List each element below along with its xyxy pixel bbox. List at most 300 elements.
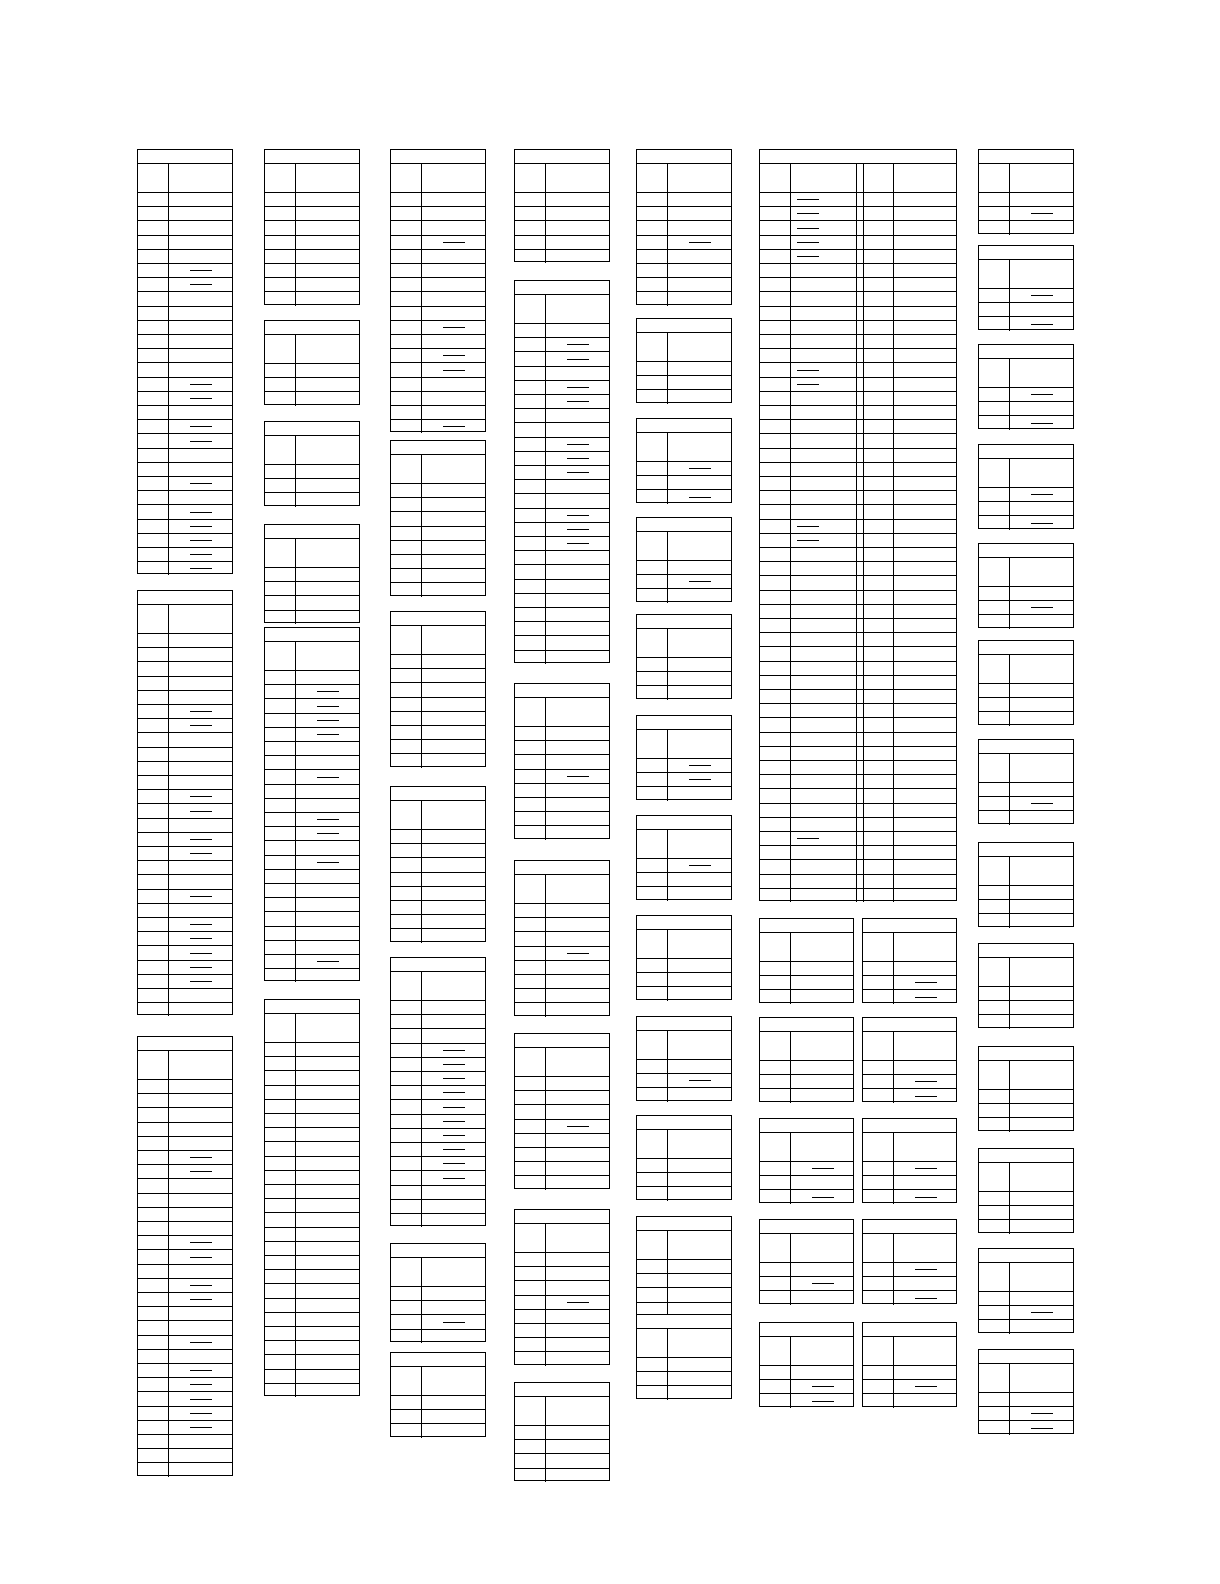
- table-row: [265, 1156, 359, 1157]
- table-row: [138, 433, 232, 434]
- filled-entry-mark: [689, 242, 711, 243]
- table-row: [637, 574, 731, 575]
- table-row: [138, 561, 232, 562]
- form-header: [863, 1018, 956, 1032]
- table-row: [138, 747, 232, 748]
- table-row: [391, 1043, 485, 1044]
- table-row: [760, 1189, 853, 1190]
- table-row: [391, 1395, 485, 1396]
- table-row: [515, 1002, 609, 1003]
- table-row: [391, 682, 485, 683]
- filled-entry-mark: [317, 720, 339, 721]
- table-row: [979, 316, 1073, 317]
- table-row: [391, 263, 485, 264]
- ledger-form: [264, 320, 360, 405]
- ledger-form: [514, 280, 610, 663]
- filled-entry-mark: [443, 355, 465, 356]
- filled-entry-mark: [190, 725, 212, 726]
- table-row: [265, 1056, 359, 1057]
- form-header: [637, 1116, 731, 1130]
- table-row: [760, 1074, 853, 1075]
- filled-entry-mark: [567, 472, 589, 473]
- ledger-form: [636, 815, 732, 900]
- ledger-form: [862, 1322, 957, 1407]
- table-row: [265, 713, 359, 714]
- table-row: [637, 489, 731, 490]
- table-row: [138, 476, 232, 477]
- table-row: [265, 377, 359, 378]
- table-row: [265, 220, 359, 221]
- table-row: [391, 220, 485, 221]
- column-divider: [790, 933, 791, 1004]
- form-header: [637, 419, 731, 433]
- table-row: [637, 277, 731, 278]
- table-row: [760, 490, 956, 491]
- table-row: [138, 960, 232, 961]
- form-header: [863, 1323, 956, 1337]
- column-divider: [1009, 1263, 1010, 1334]
- table-row: [637, 972, 731, 973]
- table-row: [265, 206, 359, 207]
- table-row: [637, 986, 731, 987]
- column-divider: [1009, 857, 1010, 928]
- table-row: [515, 931, 609, 932]
- table-row: [515, 1161, 609, 1162]
- table-row: [760, 1290, 853, 1291]
- filled-entry-mark: [317, 691, 339, 692]
- filled-entry-mark: [443, 370, 465, 371]
- table-row: [760, 874, 956, 875]
- column-divider: [893, 1234, 894, 1305]
- table-row: [979, 1219, 1073, 1220]
- filled-entry-mark: [797, 526, 819, 527]
- table-row: [515, 1425, 609, 1426]
- table-row: [515, 1309, 609, 1310]
- filled-entry-mark: [812, 1283, 834, 1284]
- table-row: [265, 1113, 359, 1114]
- table-row: [391, 1142, 485, 1143]
- ledger-form: [978, 943, 1074, 1028]
- table-row: [863, 1189, 956, 1190]
- table-row: [760, 575, 956, 576]
- form-header: [979, 944, 1073, 958]
- table-row: [515, 1295, 609, 1296]
- table-row: [637, 220, 731, 221]
- table-row: [979, 220, 1073, 221]
- table-row: [760, 220, 956, 221]
- filled-entry-mark: [689, 779, 711, 780]
- table-row: [391, 1156, 485, 1157]
- table-row: [265, 1184, 359, 1185]
- table-row: [979, 1392, 1073, 1393]
- table-row: [515, 1453, 609, 1454]
- table-row: [265, 897, 359, 898]
- table-row: [138, 291, 232, 292]
- table-row: [265, 1241, 359, 1242]
- table-row: [863, 1290, 956, 1291]
- filled-entry-mark: [190, 1384, 212, 1385]
- table-row: [760, 1060, 853, 1061]
- column-divider: [1009, 754, 1010, 825]
- table-row: [979, 302, 1073, 303]
- table-row: [515, 220, 609, 221]
- table-row: [391, 886, 485, 887]
- ledger-form: [514, 149, 610, 262]
- table-row: [391, 1300, 485, 1301]
- table-row: [391, 1314, 485, 1315]
- table-row: [637, 1302, 731, 1303]
- table-row: [515, 903, 609, 904]
- table-row: [265, 1354, 359, 1355]
- ledger-form: [390, 786, 486, 942]
- table-row: [265, 1326, 359, 1327]
- table-row: [979, 1205, 1073, 1206]
- ledger-form: [862, 918, 957, 1003]
- table-row: [138, 647, 232, 648]
- ledger-form: [636, 1115, 732, 1200]
- table-row: [760, 192, 956, 193]
- table-row: [138, 220, 232, 221]
- column-divider: [893, 1337, 894, 1408]
- table-row: [265, 595, 359, 596]
- table-row: [760, 604, 956, 605]
- column-divider: [1009, 958, 1010, 1029]
- table-row: [760, 1365, 853, 1366]
- ledger-form: [759, 1118, 854, 1203]
- column-divider: [295, 436, 296, 507]
- table-row: [391, 1213, 485, 1214]
- table-row: [637, 389, 731, 390]
- table-row: [265, 1198, 359, 1199]
- table-row: [760, 320, 956, 321]
- column-divider: [1009, 558, 1010, 629]
- filled-entry-mark: [915, 1168, 937, 1169]
- ledger-form: [978, 149, 1074, 234]
- form-header: [637, 1017, 731, 1031]
- filled-entry-mark: [1031, 295, 1053, 296]
- table-row: [265, 812, 359, 813]
- table-row: [391, 900, 485, 901]
- table-row: [138, 1406, 232, 1407]
- filled-entry-mark: [443, 1107, 465, 1108]
- filled-entry-mark: [190, 554, 212, 555]
- table-row: [265, 755, 359, 756]
- table-row: [979, 913, 1073, 914]
- filled-entry-mark: [443, 242, 465, 243]
- filled-entry-mark: [1031, 607, 1053, 608]
- table-row: [138, 1002, 232, 1003]
- table-row: [138, 1122, 232, 1123]
- table-row: [138, 690, 232, 691]
- table-row: [637, 560, 731, 561]
- filled-entry-mark: [689, 468, 711, 469]
- table-row: [138, 945, 232, 946]
- table-row: [760, 547, 956, 548]
- table-row: [265, 741, 359, 742]
- table-row: [760, 334, 956, 335]
- table-row: [391, 1185, 485, 1186]
- form-header: [515, 861, 609, 875]
- table-row: [265, 1283, 359, 1284]
- table-row: [515, 437, 609, 438]
- table-row: [979, 206, 1073, 207]
- filled-entry-mark: [190, 1157, 212, 1158]
- table-row: [515, 1280, 609, 1281]
- table-row: [265, 769, 359, 770]
- column-divider: [168, 164, 169, 575]
- table-row: [515, 726, 609, 727]
- table-row: [391, 753, 485, 754]
- filled-entry-mark: [190, 526, 212, 527]
- filled-entry-mark: [1031, 1428, 1053, 1429]
- ledger-form: [636, 915, 732, 1000]
- table-row: [265, 567, 359, 568]
- table-row: [391, 1000, 485, 1001]
- table-row: [760, 831, 956, 832]
- table-row: [391, 1028, 485, 1029]
- filled-entry-mark: [567, 359, 589, 360]
- table-row: [979, 986, 1073, 987]
- form-header: [979, 1149, 1073, 1163]
- table-row: [138, 988, 232, 989]
- filled-entry-mark: [567, 387, 589, 388]
- table-row: [515, 465, 609, 466]
- table-row: [265, 954, 359, 955]
- table-row: [515, 408, 609, 409]
- filled-entry-mark: [190, 540, 212, 541]
- table-row: [760, 377, 956, 378]
- table-row: [760, 1088, 853, 1089]
- table-row: [391, 235, 485, 236]
- table-row: [391, 725, 485, 726]
- filled-entry-mark: [317, 819, 339, 820]
- table-row: [138, 504, 232, 505]
- ledger-form: [264, 421, 360, 506]
- table-row: [265, 911, 359, 912]
- ledger-form: [514, 683, 610, 839]
- table-row: [637, 206, 731, 207]
- form-header: [979, 641, 1073, 655]
- filled-entry-mark: [915, 982, 937, 983]
- table-row: [391, 1409, 485, 1410]
- column-divider: [421, 1367, 422, 1438]
- table-row: [138, 917, 232, 918]
- table-row: [760, 675, 956, 676]
- filled-entry-mark: [1031, 523, 1053, 524]
- table-row: [637, 1385, 731, 1386]
- table-row: [760, 1175, 853, 1176]
- table-row: [637, 886, 731, 887]
- table-row: [391, 320, 485, 321]
- table-row: [138, 462, 232, 463]
- table-row: [265, 1099, 359, 1100]
- form-header: [515, 1210, 609, 1224]
- filled-entry-mark: [443, 1050, 465, 1051]
- table-row: [265, 263, 359, 264]
- filled-entry-mark: [190, 711, 212, 712]
- filled-entry-mark: [567, 344, 589, 345]
- form-header: [637, 816, 731, 830]
- table-row: [515, 479, 609, 480]
- table-row: [138, 547, 232, 548]
- table-row: [760, 989, 853, 990]
- table-row: [637, 249, 731, 250]
- table-row: [515, 1076, 609, 1077]
- filled-entry-mark: [443, 1135, 465, 1136]
- form-header: [637, 150, 731, 164]
- table-row: [979, 1117, 1073, 1118]
- table-row: [637, 1158, 731, 1159]
- table-row: [760, 774, 956, 775]
- table-row: [138, 348, 232, 349]
- ledger-form: [636, 418, 732, 503]
- table-row: [637, 1357, 731, 1358]
- table-row: [637, 1087, 731, 1088]
- filled-entry-mark: [797, 370, 819, 371]
- table-row: [760, 249, 956, 250]
- ledger-form: [759, 1322, 854, 1407]
- column-divider: [667, 1031, 668, 1102]
- table-row: [515, 564, 609, 565]
- table-row: [979, 899, 1073, 900]
- column-divider: [790, 1032, 791, 1103]
- table-row: [265, 249, 359, 250]
- table-row: [515, 1104, 609, 1105]
- filled-entry-mark: [689, 581, 711, 582]
- table-row: [637, 858, 731, 859]
- table-row: [391, 334, 485, 335]
- table-row: [979, 1420, 1073, 1421]
- filled-entry-mark: [317, 706, 339, 707]
- table-row: [515, 974, 609, 975]
- filled-entry-mark: [190, 938, 212, 939]
- filled-entry-mark: [190, 1257, 212, 1258]
- table-row: [391, 362, 485, 363]
- table-row: [391, 540, 485, 541]
- filled-entry-mark: [567, 776, 589, 777]
- table-row: [138, 874, 232, 875]
- table-row: [760, 391, 956, 392]
- filled-entry-mark: [797, 838, 819, 839]
- form-header: [391, 787, 485, 801]
- form-header: [863, 1220, 956, 1234]
- table-row: [391, 377, 485, 378]
- filled-entry-mark: [797, 199, 819, 200]
- table-row: [138, 448, 232, 449]
- ledger-form: [390, 1352, 486, 1437]
- table-row: [863, 1393, 956, 1394]
- form-header: [979, 1350, 1073, 1364]
- table-row: [637, 671, 731, 672]
- filled-entry-mark: [190, 896, 212, 897]
- table-row: [979, 401, 1073, 402]
- table-row: [760, 291, 956, 292]
- column-divider: [790, 1234, 791, 1305]
- ledger-form: [390, 440, 486, 596]
- filled-entry-mark: [443, 1178, 465, 1179]
- filled-entry-mark: [812, 1197, 834, 1198]
- filled-entry-mark: [1031, 494, 1053, 495]
- filled-entry-mark: [443, 1322, 465, 1323]
- ledger-form: [514, 1209, 610, 1365]
- form-header: [515, 1034, 609, 1048]
- filled-entry-mark: [443, 1064, 465, 1065]
- table-row: [138, 249, 232, 250]
- table-row: [637, 192, 731, 193]
- table-row: [637, 1186, 731, 1187]
- ledger-form: [978, 1046, 1074, 1131]
- table-row: [138, 419, 232, 420]
- filled-entry-mark: [567, 529, 589, 530]
- column-divider: [667, 1329, 668, 1400]
- column-divider: [168, 605, 169, 1016]
- table-row: [391, 1286, 485, 1287]
- table-row: [391, 306, 485, 307]
- ledger-form: [390, 1243, 486, 1342]
- column-divider: [1009, 260, 1010, 331]
- filled-entry-mark: [317, 777, 339, 778]
- table-row: [138, 362, 232, 363]
- table-row: [138, 1377, 232, 1378]
- form-header: [391, 1353, 485, 1367]
- filled-entry-mark: [567, 1126, 589, 1127]
- table-row: [979, 1305, 1073, 1306]
- filled-entry-mark: [190, 967, 212, 968]
- table-row: [138, 263, 232, 264]
- table-row: [138, 903, 232, 904]
- table-row: [515, 508, 609, 509]
- filled-entry-mark: [915, 997, 937, 998]
- table-row: [391, 1085, 485, 1086]
- table-row: [265, 968, 359, 969]
- column-divider: [1009, 1163, 1010, 1234]
- table-row: [138, 661, 232, 662]
- form-header: [760, 150, 956, 164]
- table-row: [265, 698, 359, 699]
- table-row: [863, 1088, 956, 1089]
- column-divider: [667, 930, 668, 1001]
- table-row: [760, 1262, 853, 1263]
- filled-entry-mark: [190, 398, 212, 399]
- table-row: [138, 192, 232, 193]
- table-row: [391, 277, 485, 278]
- ledger-form: [636, 1016, 732, 1101]
- form-header: [637, 716, 731, 730]
- table-row: [265, 1312, 359, 1313]
- ledger-form: [264, 149, 360, 305]
- table-row: [863, 1074, 956, 1075]
- table-row: [265, 727, 359, 728]
- table-row: [391, 554, 485, 555]
- ledger-form: [636, 318, 732, 403]
- table-row: [138, 533, 232, 534]
- column-divider: [790, 1133, 791, 1204]
- ledger-form: [636, 149, 732, 305]
- ledger-form: [759, 149, 957, 901]
- ledger-form: [978, 640, 1074, 725]
- form-header: [760, 1220, 853, 1234]
- table-row: [138, 377, 232, 378]
- table-row: [760, 348, 956, 349]
- table-row: [138, 1178, 232, 1179]
- form-header: [979, 544, 1073, 558]
- table-row: [138, 676, 232, 677]
- table-row: [391, 192, 485, 193]
- ledger-form: [759, 918, 854, 1003]
- table-row: [979, 501, 1073, 502]
- table-row: [515, 1119, 609, 1120]
- table-row: [637, 461, 731, 462]
